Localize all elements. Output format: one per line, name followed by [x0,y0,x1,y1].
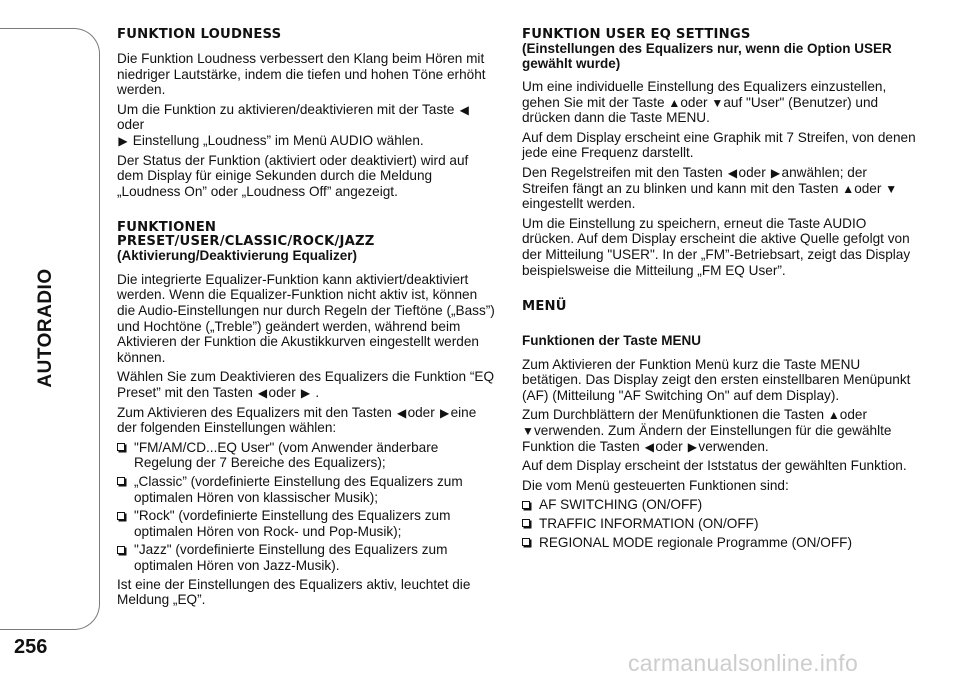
loudness-paragraph-3: Der Status der Funktion (aktiviert oder deaktiviert) wird auf dem Display für einige Sekunden durch die Meldung „Loudness On” oder „Loudness Off” angezeigt. [117,152,469,199]
list-item: TRAFFIC INFORMATION (ON/OFF) [522,516,917,532]
checkbox-bullet-icon [117,440,134,456]
arrow-up-icon: ▲ [827,408,840,423]
arrow-up-icon: ▲ [842,181,855,196]
list-item: "Rock" (vordefinierte Einstellung des Equalizers zum optimalen Hören von Rock- und Pop-Musik); [117,508,497,539]
list-item: AF SWITCHING (ON/OFF) [522,497,917,513]
checkbox-bullet-icon [522,497,539,513]
usereq-subheading: (Einstellungen des Equalizers nur, wenn die Option USER gewählt wurde) [522,41,892,71]
sidebar [0,0,105,686]
arrow-right-icon: ▶ [300,386,311,400]
loudness-paragraph-1: Die Funktion Loudness verbessert den Klang beim Hören mit niedriger Lautstärke, indem die tiefen und hohen Töne erhöht werden. [117,51,486,98]
arrow-right-icon: ▶ [439,405,450,420]
loudness-heading: FUNKTION LOUDNESS [117,27,282,42]
preset-paragraph-2: Wählen Sie zum Deaktivieren des Equalizers die Funktion “EQ Preset” mit den Tasten ◀oder ▶ . [117,369,495,400]
list-item: REGIONAL MODE regionale Programme (ON/OFF) [522,535,917,551]
menu-paragraph-1: Zum Aktivieren der Funktion Menü kurz die Taste MENU betätigen. Das Display zeigt den ersten einstellbaren Menüpunkt (AF) (Mitteilung "AF Switching On" auf dem Display). [522,356,911,403]
usereq-paragraph-1: Um eine individuelle Einstellung des Equalizers einzustellen, gehen Sie mit der Taste ▲oder ▼auf "User" (Benutzer) und drücken dann die Taste MENU. [522,79,887,126]
arrow-up-icon: ▲ [668,95,681,110]
arrow-down-icon: ▼ [522,424,534,438]
menu-heading: MENÜ [522,299,567,315]
checkbox-bullet-icon [117,542,134,558]
checkbox-bullet-icon [117,474,134,490]
loudness-paragraph-2: Um die Funktion zu aktivieren/deaktivieren mit der Taste ◀oder ▶ Einstellung „Loudness” im Menü AUDIO wählen. [117,101,469,148]
arrow-left-icon: ◀ [257,386,268,400]
list-item: "FM/AM/CD...EQ User" (vom Anwender änderbare Regelung der 7 Bereiche des Equalizers); [117,440,497,471]
page-number: 256 [14,636,48,658]
list-item: "Jazz" (vordefinierte Einstellung des Equalizers zum optimalen Hören von Jazz-Musik). [117,542,497,573]
arrow-left-icon: ◀ [396,405,407,420]
checkbox-bullet-icon [522,516,539,532]
usereq-paragraph-3: Den Regelstreifen mit den Tasten ◀oder ▶anwählen; der Streifen fängt an zu blinken und kann mit den Tasten ▲oder ▼eingestellt werden. [522,164,898,212]
usereq-heading: FUNKTION USER EQ SETTINGS [522,27,751,42]
arrow-right-icon: ▶ [118,133,128,148]
watermark: carmanualsonline.info [628,650,859,676]
preset-subheading: (Aktivierung/Deaktivierung Equalizer) [117,248,358,264]
arrow-down-icon: ▼ [885,181,898,196]
preset-heading-line-2: PRESET/USER/CLASSIC/ROCK/JAZZ [117,234,375,250]
menu-paragraph-4: Die vom Menü gesteuerten Funktionen sind: [522,477,789,493]
arrow-left-icon: ◀ [459,102,469,117]
preset-paragraph-3: Zum Aktivieren des Equalizers mit den Tasten ◀oder ▶eine der folgenden Einstellungen wählen: [117,404,477,436]
checkbox-bullet-icon [117,508,134,524]
arrow-right-icon: ▶ [687,439,698,454]
arrow-right-icon: ▶ [770,165,781,180]
section-label: AUTORADIO [35,268,56,388]
preset-paragraph-1: Die integrierte Equalizer-Funktion kann aktiviert/deaktiviert werden. Wenn die Equalizer-Funktion nicht aktiv ist, können die Audio-Einstellungen nur durch Regeln der Tieftöne („Bass”) und Hochtöne („Treble”) geändert werden, während beim Aktivieren der Funktion die Akustikkurven eingestellt werden können. [117,271,495,365]
list-item: „Classic” (vordefinierte Einstellung des Equalizers zum optimalen Hören von klassischer Musik); [117,474,497,505]
arrow-left-icon: ◀ [727,165,738,180]
right-column [522,28,917,553]
checkbox-bullet-icon [522,535,539,551]
preset-heading-line-1: FUNKTIONEN [117,220,217,236]
menu-paragraph-2: Zum Durchblättern der Menüfunktionen die Tasten ▲oder ▼verwenden. Zum Ändern der Einstellungen für die gewählte Funktion die Tasten ◀oder ▶verwenden. [522,407,892,454]
arrow-left-icon: ◀ [644,439,655,454]
usereq-paragraph-4: Um die Einstellung zu speichern, erneut die Taste AUDIO drücken. Auf dem Display erscheint die aktive Quelle gefolgt von der Mitteilung "USER". In der „FM”-Betriebsart, zeigt das Display beispielsweise die Mitteilung „FM EQ User”. [522,215,911,278]
arrow-down-icon: ▼ [711,95,724,110]
preset-paragraph-4: Ist eine der Einstellungen des Equalizers aktiv, leuchtet die Meldung „EQ”. [117,576,471,608]
usereq-paragraph-2: Auf dem Display erscheint eine Graphik mit 7 Streifen, von denen jede eine Frequenz darstellt. [522,129,916,161]
menu-paragraph-3: Auf dem Display erscheint der Iststatus der gewählten Funktion. [522,458,907,474]
menu-subheading: Funktionen der Taste MENU [522,333,702,349]
left-column [117,28,497,612]
